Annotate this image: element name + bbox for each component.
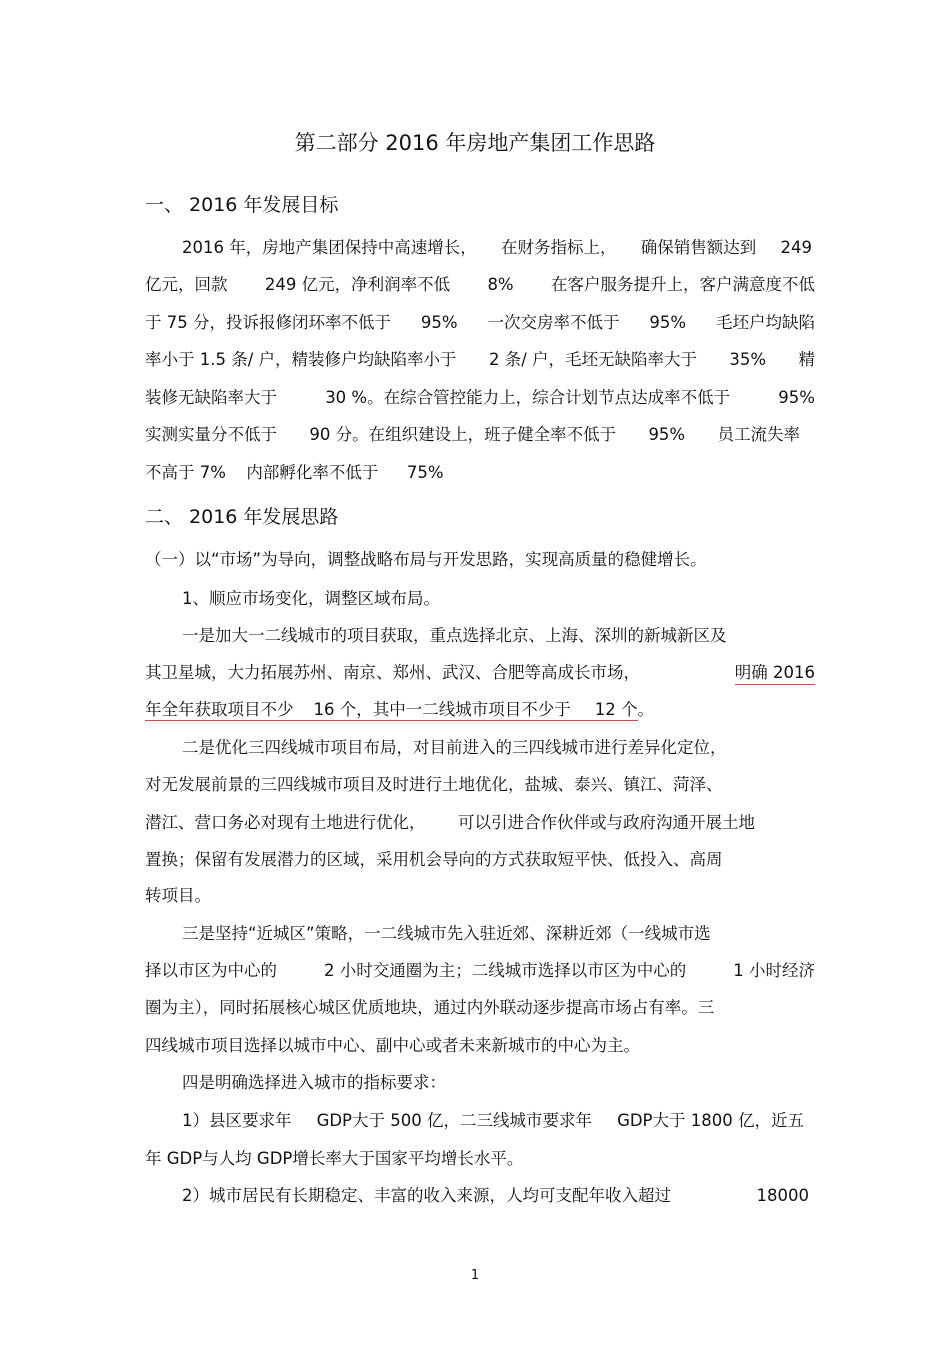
text-segment: 2016 年，房地产集团保持中高速增长， (182, 238, 477, 257)
goals-line-3 (145, 313, 815, 333)
goals-line-6 (145, 425, 800, 445)
text-segment: 一次交房率不低于 (487, 313, 620, 332)
p4-requirement-1 (182, 1111, 804, 1131)
text-segment: 18000 (756, 1186, 809, 1205)
text-segment: 其卫星城，大力拓展苏州、南京、郑州、武汉、合肥等高成长市场， (145, 663, 640, 682)
text-segment: 75% (406, 463, 444, 482)
text-segment: 30 %。在综合管控能力上，综合计划节点达成率不低于 (325, 388, 731, 407)
underlined-text (145, 700, 638, 721)
text-segment: 内部孵化率不低于 (246, 463, 379, 482)
text-segment: GDP大于 500 亿，二三线城市要求年 (316, 1111, 592, 1130)
text-segment: 确保销售额达到 (640, 238, 757, 257)
text-segment: 2）城市居民有长期稳定、丰富的收入来源，人均可支配年收入超过 (182, 1186, 671, 1205)
text-segment: 择以市区为中心的 (145, 961, 277, 980)
p1-line-1: 一是加大一二线城市的项目获取，重点选择北京、上海、深圳的新城新区及 (182, 626, 727, 645)
p2-line-2: 对无发展前景的三四线城市项目及时进行土地优化，盐城、泰兴、镇江、菏泽、 (145, 775, 723, 794)
p3-line-2 (145, 961, 815, 981)
p2-line-1: 二是优化三四线城市项目布局，对目前进入的三四线城市进行差异化定位， (182, 738, 727, 757)
text-segment: 249 (780, 238, 812, 257)
text-segment: 12 个 (594, 700, 638, 719)
text-segment: 装修无缺陷率大于 (145, 388, 277, 407)
text-segment: 毛坯户均缺陷 (716, 313, 815, 332)
text-segment: 亿元，回款 (145, 275, 228, 294)
text-segment: 潜江、营口务必对现有土地进行优化， (145, 813, 426, 832)
text-segment: 16 个，其中一二线城市项目不少于 (313, 700, 571, 719)
underlined-text: 明确 2016 (735, 663, 815, 685)
text-segment: 年全年获取项目不少 (145, 700, 294, 719)
goals-line-2 (145, 275, 815, 295)
text-segment: 员工流失率 (717, 425, 800, 444)
p4-requirement-2 (182, 1186, 809, 1206)
text-segment: 率小于 1.5 条/ 户，精装修户均缺陷率小于 (145, 350, 457, 369)
text-segment: 35% (729, 350, 767, 369)
text-segment: 在财务指标上， (501, 238, 617, 257)
text-segment: 95% (778, 388, 815, 407)
p3-line-4: 四线城市项目选择以城市中心、副中心或者未来新城市的中心为主。 (145, 1036, 640, 1055)
subsection-heading-market: （一）以“市场”为导向，调整战略布局与开发思路，实现高质量的稳健增长。 (145, 550, 707, 569)
text-segment: 。 (637, 700, 654, 719)
item-heading-region: 1、顺应市场变化，调整区域布局。 (182, 589, 440, 608)
text-segment: 于 75 分，投诉报修闭环率不低于 (145, 313, 391, 332)
goals-line-4 (145, 350, 815, 370)
goals-line-5 (145, 388, 815, 408)
text-segment: 在客户服务提升上，客户满意度不低 (550, 275, 815, 294)
text-segment: 95% (420, 313, 458, 332)
text-segment: 1）县区要求年 (182, 1111, 292, 1130)
p1-line-3 (145, 700, 815, 720)
p4-requirement-1-cont: 年 GDP与人均 GDP增长率大于国家平均增长水平。 (145, 1149, 524, 1168)
p1-line-2 (145, 663, 815, 685)
text-segment: 1 小时经济 (733, 961, 815, 980)
text-segment: 8% (487, 275, 514, 294)
page-number: 1 (470, 1268, 480, 1283)
text-segment: 90 分。在组织建设上，班子健全率不低于 (309, 425, 617, 444)
section-heading-strategy: 二、 2016 年发展思路 (145, 506, 339, 528)
p4-line-1: 四是明确选择进入城市的指标要求： (182, 1073, 446, 1092)
p2-line-5: 转项目。 (145, 886, 211, 905)
text-segment: 95% (648, 425, 686, 444)
p3-line-1: 三是坚持“近城区”策略，一二线城市先入驻近郊、深耕近郊（一线城市选 (182, 924, 711, 943)
text-segment: 95% (649, 313, 687, 332)
text-segment: 精 (798, 350, 815, 369)
text-segment: 2 条/ 户，毛坯无缺陷率大于 (488, 350, 697, 369)
text-segment: 249 亿元，净利润率不低 (264, 275, 451, 294)
text-segment: 可以引进合作伙伴或与政府沟通开展土地 (458, 813, 755, 832)
p3-line-3: 圈为主），同时拓展核心城区优质地块，通过内外联动逐步提高市场占有率。三 (145, 998, 715, 1017)
p2-line-3 (145, 813, 815, 833)
text-segment: 实测实量分不低于 (145, 425, 277, 444)
goals-line-7 (145, 463, 815, 483)
p2-line-4: 置换；保留有发展潜力的区域，采用机会导向的方式获取短平快、低投入、高周 (145, 850, 723, 869)
page-title: 第二部分 2016 年房地产集团工作思路 (294, 131, 656, 155)
section-heading-goals: 一、 2016 年发展目标 (145, 194, 339, 216)
text-segment: GDP大于 1800 亿，近五 (617, 1111, 804, 1130)
text-segment: 2 小时交通圈为主；二线城市选择以市区为中心的 (324, 961, 687, 980)
goals-line-1 (182, 238, 812, 258)
text-segment: 不高于 7% (145, 463, 226, 482)
